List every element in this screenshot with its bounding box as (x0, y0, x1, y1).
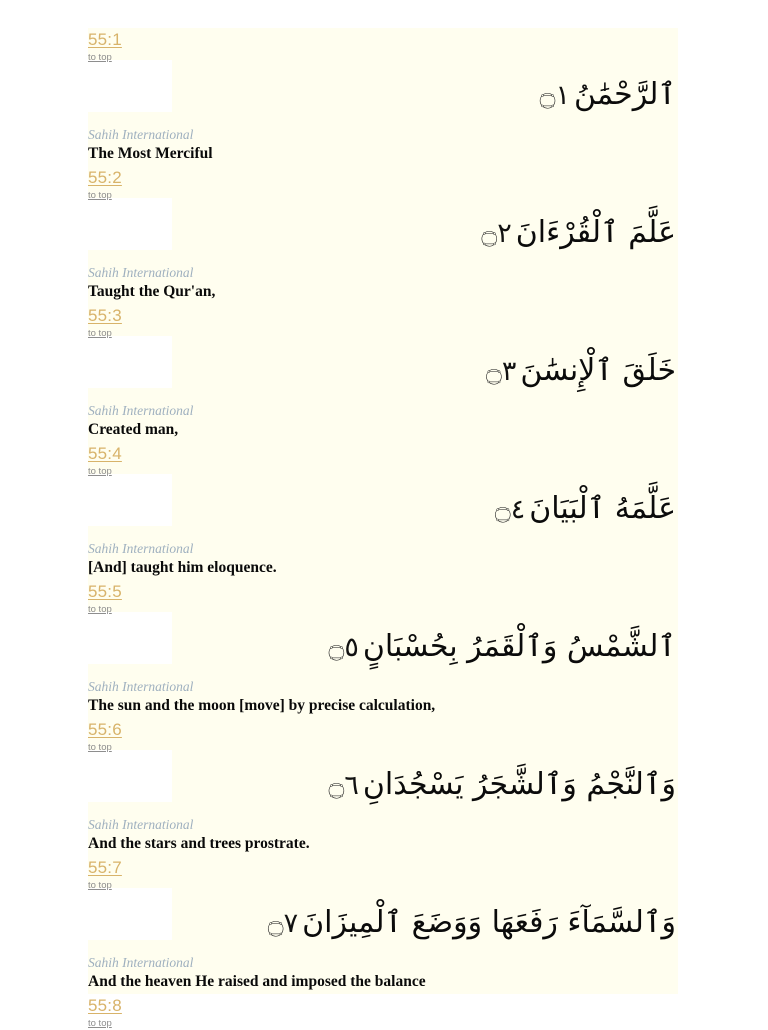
translation-text: And the stars and trees prostrate. (88, 835, 310, 852)
verse-reference-link[interactable]: 55:4 (88, 444, 122, 463)
verse-list (88, 28, 678, 1030)
arabic-verse-text: عَلَّمَ ٱلْقُرْءَانَ (515, 215, 676, 250)
verse-header (88, 856, 678, 892)
translator-label: Sahih International (88, 679, 194, 694)
ayah-number-marker: ۝١ (539, 80, 570, 111)
ayah-number-marker: ۝٤ (494, 494, 526, 525)
verse-block (88, 442, 678, 580)
translation-text: The sun and the moon [move] by precise calculation, (88, 697, 436, 714)
verse-block-partial (88, 994, 678, 1030)
ayah-number-marker: ۝٦ (328, 770, 359, 801)
verse-reference-link[interactable]: 55:2 (88, 168, 122, 187)
verse-reference-link[interactable]: 55:8 (88, 996, 122, 1015)
arabic-row (88, 754, 678, 814)
arabic-row (88, 202, 678, 262)
ayah-number-marker: ۝٧ (267, 908, 299, 939)
arabic-row (88, 478, 678, 538)
verse-header (88, 304, 678, 340)
ayah-number-marker: ۝٢ (481, 218, 512, 249)
translator-label: Sahih International (88, 127, 194, 142)
verse-reference-link[interactable]: 55:3 (88, 306, 122, 325)
verse-header (88, 580, 678, 616)
verse-reference-link[interactable]: 55:6 (88, 720, 122, 739)
translator-label: Sahih International (88, 541, 194, 556)
verse-header (88, 442, 678, 478)
to-top-link[interactable]: to top (88, 328, 112, 339)
arabic-row (88, 892, 678, 952)
verse-reference-link[interactable]: 55:5 (88, 582, 122, 601)
to-top-link[interactable]: to top (88, 742, 112, 753)
translator-label: Sahih International (88, 955, 194, 970)
translation-text: Created man, (88, 421, 179, 438)
translation-text: The Most Merciful (88, 145, 213, 162)
verse-block (88, 304, 678, 442)
translation-text: And the heaven He raised and imposed the balance (88, 973, 426, 990)
ayah-number-marker: ۝٥ (328, 632, 359, 663)
verse-header (88, 994, 678, 1030)
translator-label: Sahih International (88, 265, 194, 280)
verse-block (88, 28, 678, 166)
arabic-verse-text: ٱلرَّحْمَٰنُ (574, 77, 676, 112)
verse-reference-link[interactable]: 55:7 (88, 858, 122, 877)
to-top-link[interactable]: to top (88, 1018, 112, 1029)
arabic-row (88, 64, 678, 124)
arabic-row (88, 616, 678, 676)
ayah-number-marker: ۝٣ (486, 356, 517, 387)
translation-text: Taught the Qur'an, (88, 283, 216, 300)
verse-reference-link[interactable]: 55:1 (88, 30, 122, 49)
verse-header (88, 28, 678, 64)
to-top-link[interactable]: to top (88, 466, 112, 477)
arabic-verse-text: وَٱلنَّجْمُ وَٱلشَّجَرُ يَسْجُدَانِ (362, 767, 676, 802)
verse-header (88, 718, 678, 754)
verse-block (88, 856, 678, 994)
to-top-link[interactable]: to top (88, 880, 112, 891)
arabic-verse-text: خَلَقَ ٱلْإِنسَٰنَ (520, 353, 676, 388)
verse-block (88, 580, 678, 718)
to-top-link[interactable]: to top (88, 190, 112, 201)
to-top-link[interactable]: to top (88, 52, 112, 63)
to-top-link[interactable]: to top (88, 604, 112, 615)
verse-block (88, 166, 678, 304)
translation-text: [And] taught him eloquence. (88, 559, 277, 576)
verse-block (88, 718, 678, 856)
arabic-row (88, 340, 678, 400)
arabic-verse-text: ٱلشَّمْسُ وَٱلْقَمَرُ بِحُسْبَانٍ (362, 629, 676, 664)
verse-header (88, 166, 678, 202)
arabic-verse-text: عَلَّمَهُ ٱلْبَيَانَ (529, 491, 676, 526)
translator-label: Sahih International (88, 817, 194, 832)
translator-label: Sahih International (88, 403, 194, 418)
arabic-verse-text: وَٱلسَّمَآءَ رَفَعَهَا وَوَضَعَ ٱلْمِيزَانَ (302, 905, 676, 940)
